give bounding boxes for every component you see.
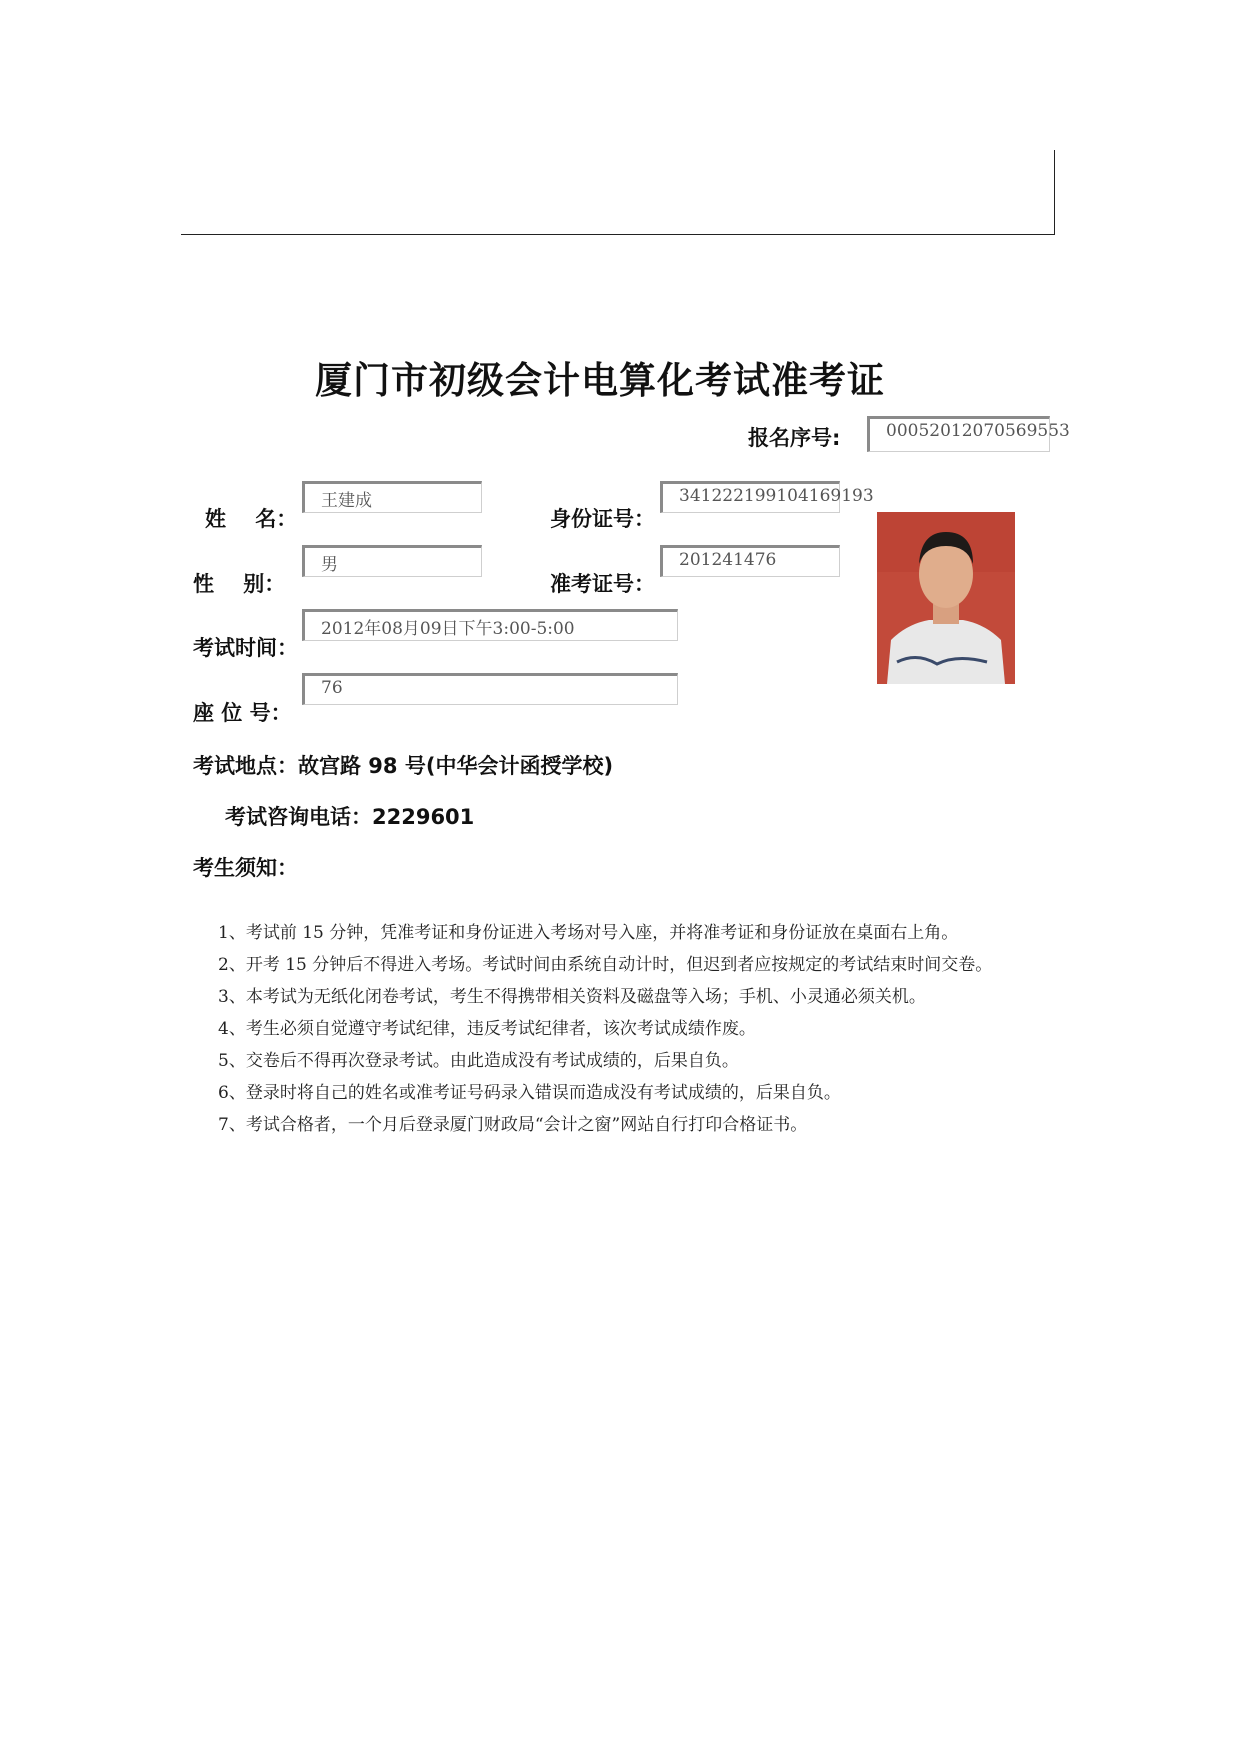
gender-field: 男	[302, 545, 482, 577]
name-label: 姓 名：	[205, 507, 298, 531]
notice-item: 3、本考试为无纸化闭卷考试，考生不得携带相关资料及磁盘等入场；手机、小灵通必须关机。	[218, 987, 926, 1007]
notice-item: 5、交卷后不得再次登录考试。由此造成没有考试成绩的，后果自负。	[218, 1051, 739, 1071]
exam-time-label: 考试时间：	[193, 636, 298, 660]
page-title: 厦门市初级会计电算化考试准考证	[315, 359, 885, 402]
notice-item: 4、考生必须自觉遵守考试纪律，违反考试纪律者，该次考试成绩作废。	[218, 1019, 756, 1039]
seat-no-label: 座 位 号：	[193, 701, 292, 725]
exam-location: 考试地点：故宫路 98 号(中华会计函授学校)	[193, 754, 614, 778]
ticket-no-label: 准考证号：	[550, 572, 655, 596]
id-card-field: 341222199104169193	[660, 481, 840, 513]
header-rule-vertical	[1054, 150, 1055, 235]
notice-item: 2、开考 15 分钟后不得进入考场。考试时间由系统自动计时，但迟到者应按规定的考试结束时间交卷。	[218, 955, 993, 975]
notice-item: 1、考试前 15 分钟，凭准考证和身份证进入考场对号入座，并将准考证和身份证放在桌面右上角。	[218, 923, 959, 943]
consult-phone: 考试咨询电话：2229601	[225, 805, 475, 829]
notice-list	[218, 917, 992, 1141]
candidate-photo	[877, 512, 1015, 684]
exam-time-field: 2012年08月09日下午3:00-5:00	[302, 609, 678, 641]
ticket-no-field: 201241476	[660, 545, 840, 577]
notice-item: 7、考试合格者，一个月后登录厦门财政局“会计之窗”网站自行打印合格证书。	[218, 1115, 808, 1135]
registration-field: 00052012070569553	[867, 416, 1050, 452]
registration-label: 报名序号:	[748, 426, 841, 450]
notice-title: 考生须知：	[193, 856, 298, 880]
name-field: 王建成	[302, 481, 482, 513]
gender-label: 性 别：	[193, 572, 286, 596]
seat-no-field: 76	[302, 673, 678, 705]
id-card-label: 身份证号：	[550, 507, 655, 531]
header-rule	[181, 234, 1054, 235]
notice-item: 6、登录时将自己的姓名或准考证号码录入错误而造成没有考试成绩的，后果自负。	[218, 1083, 841, 1103]
